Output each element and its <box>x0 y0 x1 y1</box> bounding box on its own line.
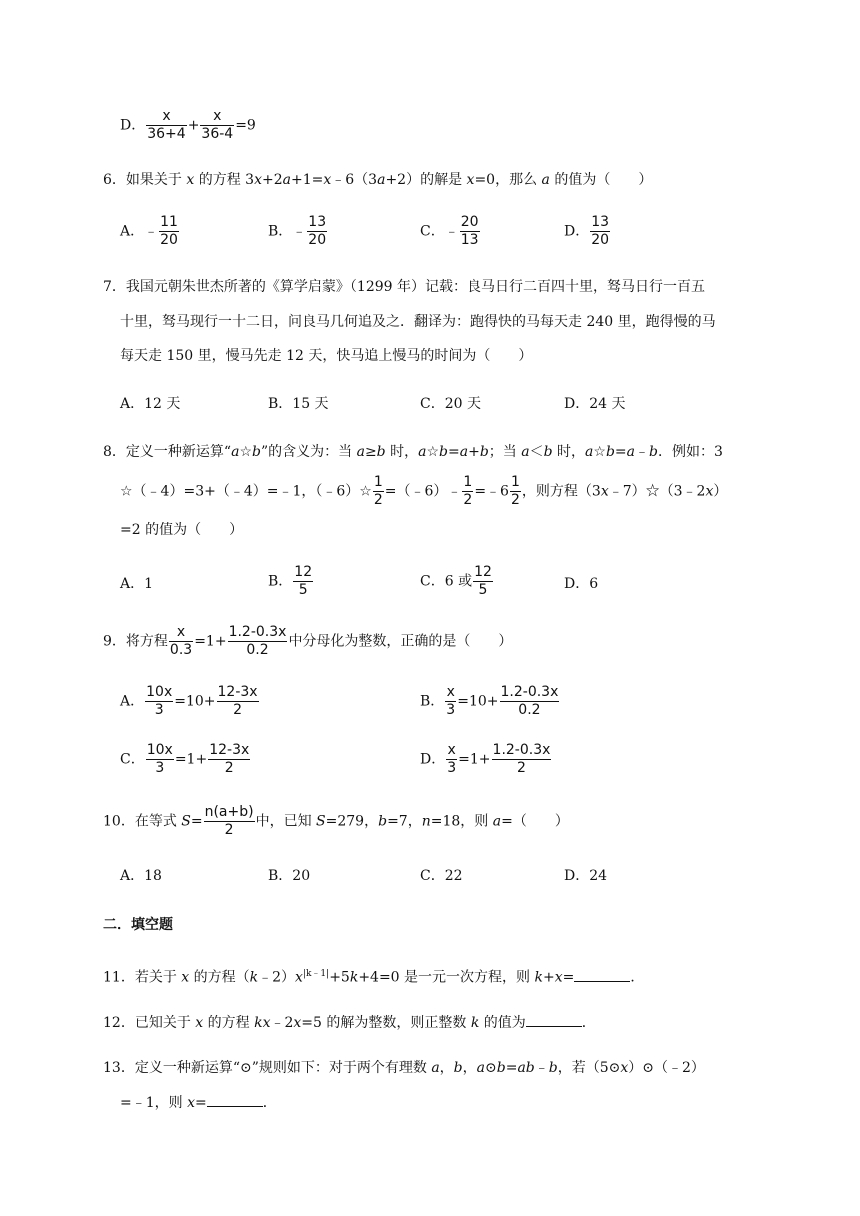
q7-option-d[interactable]: D．24 天 <box>564 396 626 412</box>
fraction: $\frac{1}{2}$ <box>510 474 520 508</box>
q7-option-b[interactable]: B．15 天 <box>268 396 329 412</box>
q8-option-b[interactable]: B． $\frac{12}{5}$ <box>268 564 313 598</box>
question-6-stem: 6．如果关于 x 的方程 3x+2a+1=x﹣6（3a+2）的解是 x=0，那么 a 的值为（ ） <box>103 172 653 188</box>
fraction: $\frac{x}{36-4}$ <box>201 108 234 142</box>
fraction: $\frac{n(a+b)}{2}$ <box>204 804 254 838</box>
q6-option-b[interactable]: B．﹣ $\frac{13}{20}$ <box>268 214 327 248</box>
question-12: 12．已知关于 x 的方程 kx﹣2x=5 的解为整数，则正整数 k 的值为 ． <box>103 1012 596 1033</box>
q10-option-a[interactable]: A．18 <box>120 868 162 884</box>
q9-option-c[interactable]: C． $\frac{10x}{3}$ =1+ $\frac{12-3x}{2}$ <box>120 742 250 776</box>
question-11: 11．若关于 x 的方程$(k﹣2)x^{|k﹣1|}+5k+4=0$ 是一元一次方程，则 k+x= ． <box>103 964 644 988</box>
q9-option-a[interactable]: A． $\frac{10x}{3}$ =10+ $\frac{12-3x}{2}$ <box>120 684 258 718</box>
q10-option-c[interactable]: C．22 <box>420 868 463 884</box>
fraction: $\frac{11}{20}$ <box>160 214 178 248</box>
q7-option-c[interactable]: C．20 天 <box>420 396 481 412</box>
answer-blank[interactable] <box>207 1092 263 1107</box>
question-13-line-2: =﹣1，则 x= ． <box>120 1092 277 1113</box>
question-8-line-1: 8．定义一种新运算“a☆b”的含义为：当 a≥b 时，a☆b=a+b；当 a＜b 时，a☆b=a﹣b．例如：3 <box>103 444 723 460</box>
fraction: $\frac{12}{5}$ <box>294 564 313 598</box>
question-9-stem: 9．将方程 $\frac{x}{0.3}$ =1+ $\frac{1.2-0.3x}{0.2}$ 中分母化为整数，正确的是（ ） <box>103 624 513 658</box>
fraction: $\frac{x}{36+4}$ <box>147 108 186 142</box>
q9-option-b[interactable]: B． $\frac{x}{3}$ =10+ $\frac{1.2-0.3x}{0.2}$ <box>420 684 559 718</box>
fraction: $\frac{1}{2}$ <box>463 474 473 508</box>
section-heading: 二．填空题 <box>103 917 173 933</box>
question-7-line-2: 十里，驽马现行一十二日，问良马几何追及之．翻译为：跑得快的马每天走 240 里，跑得慢的马 <box>120 314 716 330</box>
question-10-stem: 10．在等式 S= $\frac{n(a+b)}{2}$ 中，已知 S=279，b=7，n=18，则 a=（ ） <box>103 804 569 838</box>
q8-option-c[interactable]: C．6 或 $\frac{12}{5}$ <box>420 564 492 598</box>
q7-option-a[interactable]: A．12 天 <box>120 396 181 412</box>
question-7-line-3: 每天走 150 里，慢马先走 12 天，快马追上慢马的时间为（ ） <box>120 348 533 364</box>
answer-blank[interactable] <box>526 1012 582 1027</box>
q5-option-d[interactable]: D． $\frac{x}{36+4}$ + $\frac{x}{36-4}$ =9 <box>120 108 256 142</box>
question-7-line-1: 7．我国元朝朱世杰所著的《算学启蒙》（1299 年）记载：良马日行二百四十里，驽马日行一百五 <box>103 279 705 295</box>
q10-option-d[interactable]: D．24 <box>564 868 608 884</box>
q8-option-a[interactable]: A．1 <box>120 576 154 592</box>
question-8-line-3: =2 的值为（ ） <box>120 522 244 538</box>
fraction: $\frac{13}{20}$ <box>591 214 610 248</box>
fraction: $\frac{20}{13}$ <box>460 214 479 248</box>
fraction: $\frac{x}{0.3}$ <box>169 624 193 658</box>
question-8-line-2: ☆（﹣4）=3+（﹣4）=﹣1，（﹣6）☆ $\frac{1}{2}$ =（﹣6）﹣ $\frac{1}{2}$ =﹣6 $\frac{1}{2}$ ，则方程（3x﹣7）☆（3﹣2x） <box>120 474 728 508</box>
q6-option-a[interactable]: A．﹣ $\frac{11}{20}$ <box>120 214 178 248</box>
q6-option-d[interactable]: D． $\frac{13}{20}$ <box>564 214 610 248</box>
answer-blank[interactable] <box>574 967 630 982</box>
q8-option-d[interactable]: D．6 <box>564 576 599 592</box>
fraction: $\frac{12}{5}$ <box>474 564 492 598</box>
question-13-line-1: 13．定义一种新运算“⊙”规则如下：对于两个有理数 a，b，a⊙b=ab﹣b，若（5⊙x）⊙（﹣2） <box>103 1060 705 1076</box>
q6-option-c[interactable]: C．﹣ $\frac{20}{13}$ <box>420 214 479 248</box>
fraction: $\frac{1.2-0.3x}{0.2}$ <box>228 624 287 658</box>
fraction: $\frac{1}{2}$ <box>373 474 383 508</box>
q9-option-d[interactable]: D． $\frac{x}{3}$ =1+ $\frac{1.2-0.3x}{2}$ <box>420 742 551 776</box>
q10-option-b[interactable]: B．20 <box>268 868 311 884</box>
fraction: $\frac{13}{20}$ <box>308 214 327 248</box>
